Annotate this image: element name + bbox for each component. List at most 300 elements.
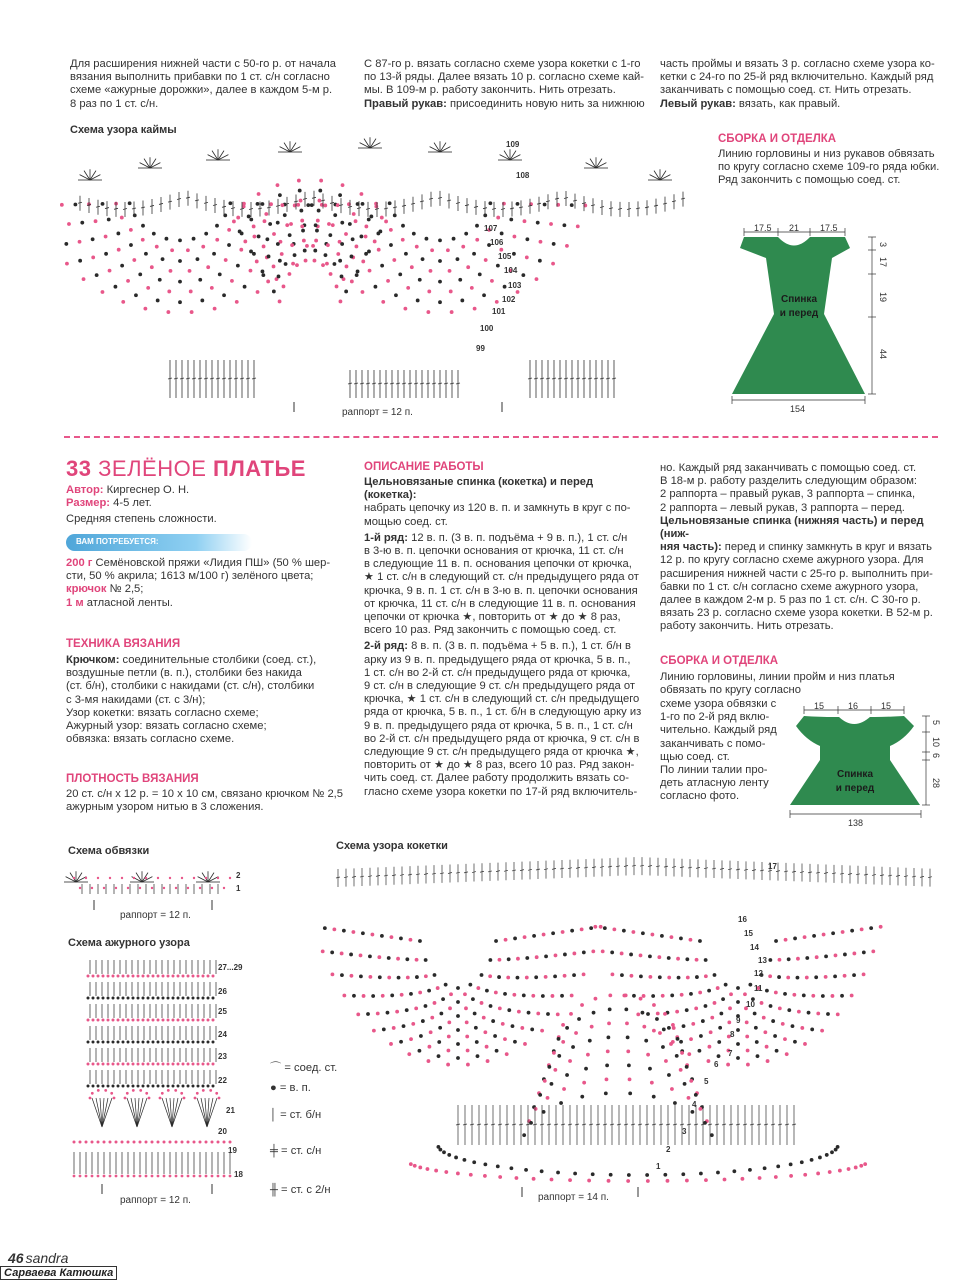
chain-dot	[439, 1012, 443, 1016]
chain-dot	[249, 269, 253, 273]
chain-dot	[340, 275, 344, 279]
chain-dot	[107, 1063, 110, 1066]
chain-dot	[207, 1063, 210, 1066]
chain-dot	[367, 250, 371, 254]
chain-dot	[474, 1026, 478, 1030]
dress-schematic-1	[720, 222, 890, 417]
chain-dot	[534, 975, 538, 979]
chain-dot	[121, 877, 123, 879]
chain-dot	[316, 219, 320, 223]
row-num: 4	[692, 1100, 697, 1109]
stitch-bar	[638, 1124, 642, 1125]
row-num: 13	[758, 956, 767, 965]
chain-dot	[648, 954, 652, 958]
chain-dot	[319, 179, 323, 183]
stitch-bar	[96, 206, 100, 207]
chain-dot	[732, 1169, 736, 1173]
chain-dot	[94, 219, 98, 223]
chain-dot	[266, 280, 270, 284]
chain-dot	[413, 1164, 417, 1168]
stitch-bar	[432, 383, 436, 384]
chain-dot	[359, 954, 363, 958]
stitch-bar	[546, 201, 550, 202]
chain-dot	[793, 937, 797, 941]
chain-dot	[167, 1085, 170, 1088]
chain-dot	[318, 199, 322, 203]
chain-dot	[387, 956, 391, 960]
chain-dot	[540, 1029, 544, 1033]
chain-dot	[350, 974, 354, 978]
chain-dot	[361, 260, 365, 264]
chain-dot	[539, 240, 543, 244]
chain-dot	[826, 1012, 830, 1016]
chain-dot	[590, 1025, 594, 1029]
chain-dot	[265, 237, 269, 241]
chain-dot	[642, 994, 646, 998]
chain-dot	[367, 218, 371, 222]
chain-dot	[441, 997, 445, 1001]
stitch-bar	[552, 378, 556, 379]
chain-dot	[117, 1085, 120, 1088]
chain-dot	[313, 259, 317, 263]
chain-dot	[331, 972, 335, 976]
chain-dot	[436, 986, 440, 990]
stitch-bar	[416, 874, 420, 875]
chain-dot	[178, 259, 182, 263]
chain-dot	[776, 1164, 780, 1168]
chain-dot	[142, 1063, 145, 1066]
chain-dot	[680, 993, 684, 997]
chain-dot	[472, 1160, 476, 1164]
chain-dot	[215, 1092, 218, 1095]
chain-dot	[127, 1141, 130, 1144]
chain-dot	[641, 931, 645, 935]
chain-dot	[87, 997, 90, 1000]
stitch-bar	[440, 873, 444, 874]
chain-dot	[278, 300, 282, 304]
chain-dot	[830, 1150, 834, 1154]
chain-dot	[415, 975, 419, 979]
chain-dot	[388, 201, 392, 205]
chain-dot	[655, 1017, 659, 1021]
chain-dot	[182, 1063, 185, 1066]
dim: 17	[878, 257, 888, 268]
text-line: В 18-м р. работу разделить следующим образом:	[660, 475, 918, 488]
stitch-bar	[519, 207, 523, 208]
description-heading: ОПИСАНИЕ РАБОТЫ	[364, 461, 484, 473]
chain-dot	[269, 202, 273, 206]
chain-dot	[718, 1026, 722, 1030]
chain-dot	[483, 1030, 487, 1034]
chain-dot	[91, 1175, 94, 1178]
chain-dot	[340, 952, 344, 956]
stitch-bar	[330, 202, 334, 203]
chain-dot	[261, 202, 265, 206]
stitch-bar	[450, 383, 454, 384]
chain-dot	[336, 252, 340, 256]
chain-dot	[157, 997, 160, 1000]
chain-dot	[313, 249, 317, 253]
stitch-bar	[249, 208, 253, 209]
chain-dot	[324, 253, 328, 257]
materials	[66, 557, 356, 610]
chain-dot	[112, 1085, 115, 1088]
chain-dot	[303, 249, 307, 253]
chain-dot	[177, 1085, 180, 1088]
chain-dot	[496, 1164, 500, 1168]
chain-dot	[562, 223, 566, 227]
chain-dot	[199, 1141, 202, 1144]
chain-dot	[217, 1141, 220, 1144]
chain-dot	[606, 1050, 610, 1054]
stitch-bar	[496, 871, 500, 872]
stitch-bar	[348, 206, 352, 207]
chain-dot	[103, 887, 105, 889]
chain-dot	[580, 1095, 584, 1099]
text-line: 2 раппорта – правый рукав, 3 раппорта – спинка,	[660, 488, 916, 501]
chain-dot	[503, 1037, 507, 1041]
chain-dot	[494, 939, 498, 943]
chain-dot	[632, 994, 636, 998]
chain-dot	[121, 1141, 124, 1144]
chain-dot	[109, 1141, 112, 1144]
chain-dot	[833, 974, 837, 978]
chain-dot	[536, 221, 540, 225]
chain-dot	[816, 1172, 820, 1176]
model-title	[66, 456, 306, 482]
chain-dot	[469, 1173, 473, 1177]
chain-dot	[523, 1042, 527, 1046]
chain-dot	[418, 991, 422, 995]
text-line: Ряд закончить с помощью соед. ст.	[718, 174, 901, 187]
chain-dot	[456, 1028, 460, 1032]
lace-chart	[62, 952, 272, 1208]
row-num: 27...29	[218, 963, 243, 972]
chain-dot	[120, 216, 124, 220]
chain-dot	[762, 1016, 766, 1020]
chain-dot	[783, 1037, 787, 1041]
chain-dot	[342, 994, 346, 998]
chain-dot	[485, 989, 489, 993]
chain-dot	[167, 290, 171, 294]
chain-dot	[302, 239, 306, 243]
chain-dot	[841, 930, 845, 934]
chain-dot	[796, 957, 800, 961]
chain-dot	[129, 228, 133, 232]
chain-dot	[511, 1024, 515, 1028]
stitch-bar	[159, 203, 163, 204]
chain-dot	[675, 1010, 679, 1014]
text-line: расширения нижней части с 25-го р. выполнить при-	[660, 567, 933, 580]
chain-dot	[202, 1063, 205, 1066]
chain-dot	[335, 285, 339, 289]
chain-dot	[157, 1063, 160, 1066]
stitch-bar	[456, 872, 460, 873]
row-num: 19	[228, 1146, 237, 1155]
chain-dot	[513, 235, 517, 239]
chain-dot	[377, 955, 381, 959]
chain-dot	[627, 1173, 631, 1177]
chain-dot	[661, 1045, 665, 1049]
stitch-bar	[150, 205, 154, 206]
stitch-bar	[528, 205, 532, 206]
chain-dot	[145, 1175, 148, 1178]
chain-dot	[384, 220, 388, 224]
chain-dot	[485, 1045, 489, 1049]
chain-dot	[97, 1085, 100, 1088]
technique-text	[66, 654, 346, 746]
stitch-bar	[174, 378, 178, 379]
chain-dot	[433, 1001, 437, 1005]
chain-dot	[409, 1162, 413, 1166]
chain-dot	[126, 1092, 129, 1095]
chain-dot	[315, 229, 319, 233]
chain-dot	[115, 887, 117, 889]
chain-dot	[414, 1006, 418, 1010]
chain-dot	[91, 887, 93, 889]
stitch-bar	[654, 205, 658, 206]
chain-dot	[167, 1063, 170, 1066]
stitch-bar	[575, 1124, 579, 1125]
chain-dot	[178, 300, 182, 304]
chain-dot	[401, 238, 405, 242]
dress-schematic-2	[786, 700, 946, 830]
stitch-bar	[546, 378, 550, 379]
chain-dot	[338, 193, 342, 197]
hook-label: крючок	[66, 583, 107, 596]
chain-dot	[276, 221, 280, 225]
chain-dot	[843, 953, 847, 957]
chain-dot	[456, 1056, 460, 1060]
edging-repeat-label: раппорт = 12 п.	[120, 910, 191, 921]
chain-dot	[631, 930, 635, 934]
author-label: Автор:	[66, 484, 104, 496]
chain-dot	[152, 997, 155, 1000]
chain-dot	[321, 949, 325, 953]
chain-dot	[217, 1175, 220, 1178]
chain-dot	[535, 955, 539, 959]
chain-dot	[113, 1097, 116, 1100]
chain-dot	[239, 248, 243, 252]
chain-dot	[852, 973, 856, 977]
text-line: чительно. Каждый ряд	[660, 724, 777, 737]
chain-dot	[573, 1172, 577, 1176]
chain-dot	[73, 1141, 76, 1144]
chain-dot	[387, 976, 391, 980]
chain-dot	[546, 1012, 550, 1016]
row-num: 14	[750, 943, 759, 952]
chain-dot	[134, 293, 138, 297]
chain-dot	[716, 1171, 720, 1175]
chain-dot	[797, 1010, 801, 1014]
chain-dot	[828, 1170, 832, 1174]
chain-dot	[589, 926, 593, 930]
chain-dot	[592, 1011, 596, 1015]
chain-dot	[774, 939, 778, 943]
chain-dot	[651, 933, 655, 937]
chain-dot	[151, 1141, 154, 1144]
text-line: воздушные петли (в. п.), столбики без накида	[66, 667, 302, 680]
stitch-bar	[645, 1124, 649, 1125]
chain-dot	[427, 290, 431, 294]
chain-dot	[87, 975, 90, 978]
chain-dot	[540, 1169, 544, 1173]
chain-dot	[374, 205, 378, 209]
chain-dot	[230, 279, 234, 283]
chain-dot	[509, 218, 513, 222]
chain-dot	[447, 1021, 451, 1025]
chain-dot	[330, 951, 334, 955]
chain-dot	[418, 1166, 422, 1170]
stitch-bar	[560, 868, 564, 869]
chain-dot	[108, 269, 112, 273]
stitch-bar	[600, 206, 604, 207]
stitch-bar	[720, 868, 724, 869]
chain-dot	[197, 975, 200, 978]
chain-dot	[127, 1063, 130, 1066]
border-chart-title: Схема узора каймы	[70, 124, 177, 136]
chain-dot	[728, 1006, 732, 1010]
chain-dot	[629, 953, 633, 957]
stitch-bar	[132, 208, 136, 209]
chain-dot	[368, 975, 372, 979]
chain-dot	[344, 232, 348, 236]
chain-dot	[193, 877, 195, 879]
chain-dot	[824, 954, 828, 958]
chain-dot	[129, 243, 133, 247]
text-line: перед и спинку замкнуть в круг и вязать	[721, 541, 932, 554]
stitch-bar	[771, 1124, 775, 1125]
chain-dot	[356, 270, 360, 274]
stitch-bar	[519, 1124, 523, 1125]
chain-dot	[736, 1028, 740, 1032]
chain-dot	[470, 286, 474, 290]
chain-dot	[758, 1176, 762, 1180]
chain-dot	[323, 926, 327, 930]
stitch-bar	[666, 1124, 670, 1125]
chain-dot	[89, 1097, 92, 1100]
chain-dot	[746, 1063, 750, 1067]
legend-symbol-dc-icon: ╪	[270, 1144, 278, 1157]
chain-dot	[771, 1019, 775, 1023]
chain-dot	[604, 1092, 608, 1096]
chain-dot	[368, 269, 372, 273]
chain-dot	[522, 1133, 526, 1137]
chain-dot	[488, 974, 492, 978]
chain-dot	[716, 986, 720, 990]
chain-dot	[515, 1176, 519, 1180]
stitch-bar	[240, 378, 244, 379]
chain-dot	[644, 1039, 648, 1043]
chain-dot	[87, 1019, 90, 1022]
legend-symbol-tr-icon: ╫	[270, 1183, 278, 1196]
chain-dot	[139, 1089, 142, 1092]
chain-dot	[211, 1141, 214, 1144]
chain-dot	[169, 1141, 172, 1144]
lace-chart-title: Схема ажурного узора	[68, 937, 190, 949]
stitch-bar	[411, 203, 415, 204]
chain-dot	[97, 975, 100, 978]
chain-dot	[603, 926, 607, 930]
chain-dot	[163, 1141, 166, 1144]
chain-dot	[626, 1050, 630, 1054]
chain-dot	[763, 1030, 767, 1034]
density-heading: ПЛОТНОСТЬ ВЯЗАНИЯ	[66, 773, 199, 785]
chain-dot	[137, 1063, 140, 1066]
row-num: 105	[498, 252, 512, 261]
stitch-bar	[636, 208, 640, 209]
chain-dot	[494, 991, 498, 995]
legend-text: = ст. б/н	[280, 1109, 322, 1122]
chain-dot	[380, 934, 384, 938]
chain-dot	[591, 949, 595, 953]
chain-dot	[860, 927, 864, 931]
chain-dot	[503, 285, 507, 289]
chain-dot	[812, 934, 816, 938]
stitch-bar	[402, 205, 406, 206]
chain-dot	[525, 237, 529, 241]
size-label: Размер:	[66, 497, 111, 510]
chain-dot	[85, 877, 87, 879]
chain-dot	[187, 1141, 190, 1144]
chain-dot	[456, 986, 460, 990]
chain-dot	[673, 1101, 677, 1105]
chain-dot	[381, 994, 385, 998]
needs-badge: ВАМ ПОТРЕБУЕТСЯ:	[66, 534, 252, 551]
chain-dot	[314, 223, 318, 227]
chain-dot	[622, 929, 626, 933]
chain-dot	[428, 1045, 432, 1049]
chain-dot	[78, 259, 82, 263]
chain-dot	[107, 997, 110, 1000]
text-line: согласно фото.	[660, 790, 740, 803]
chain-dot	[679, 1068, 683, 1072]
chain-dot	[169, 1175, 172, 1178]
chain-dot	[541, 994, 545, 998]
row-num: 103	[508, 281, 522, 290]
chain-dot	[217, 877, 219, 879]
chain-dot	[476, 986, 480, 990]
chain-dot	[424, 958, 428, 962]
chain-dot	[493, 1034, 497, 1038]
chain-dot	[682, 1024, 686, 1028]
chain-dot	[333, 213, 337, 217]
chain-dot	[117, 997, 120, 1000]
chain-dot	[803, 1173, 807, 1177]
chain-dot	[471, 997, 475, 1001]
stitch-bar	[606, 378, 610, 379]
text-line: деть атласную ленту	[660, 777, 769, 790]
stitch-bar	[339, 205, 343, 206]
chain-dot	[291, 262, 295, 266]
chain-dot	[238, 230, 242, 234]
chain-dot	[97, 1063, 100, 1066]
chain-dot	[272, 265, 276, 269]
stitch-bar	[456, 203, 460, 204]
chain-dot	[745, 1035, 749, 1039]
chain-dot	[87, 1041, 90, 1044]
chain-dot	[341, 183, 345, 187]
stitch-bar	[664, 866, 668, 867]
row-num: 1	[236, 884, 241, 893]
chain-dot	[680, 1051, 684, 1055]
text-line: по кругу согласно схеме 109-го ряда юбки.	[718, 161, 940, 174]
stitch-bar	[234, 378, 238, 379]
text-line: бавки по 1 ст. с/н согласно схеме ажурного узора,	[660, 580, 919, 593]
chain-dot	[256, 290, 260, 294]
stitch-bar	[357, 208, 361, 209]
chain-dot	[157, 1085, 160, 1088]
